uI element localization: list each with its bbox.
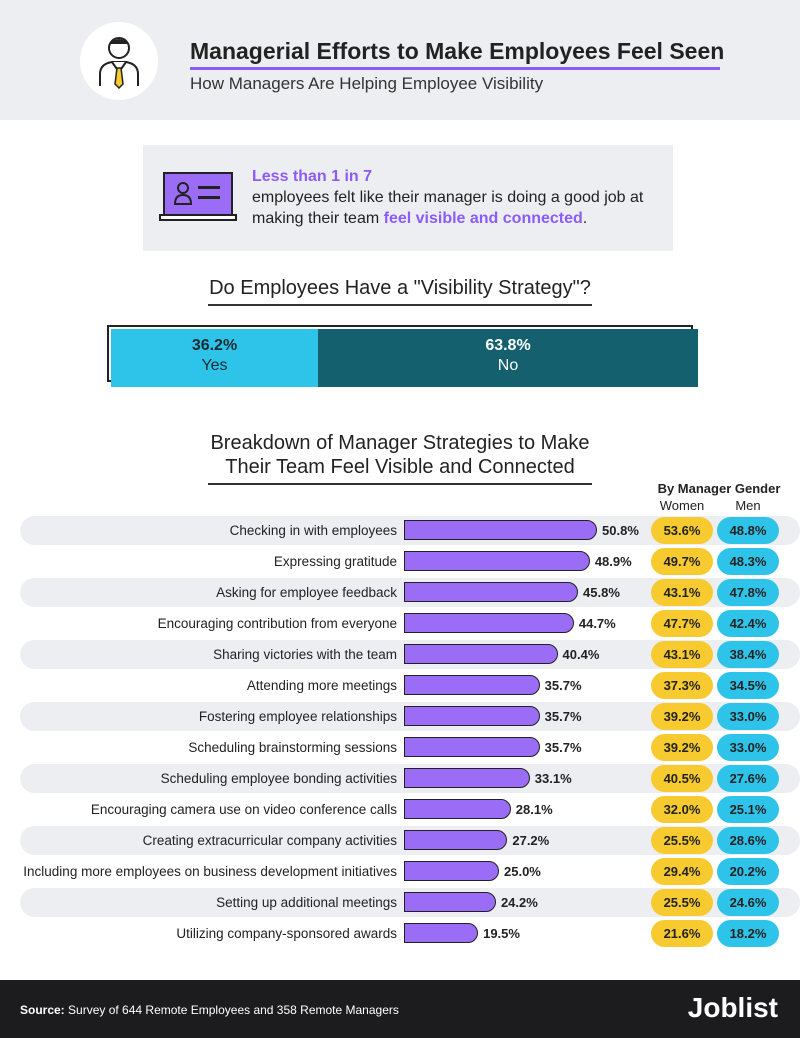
- bar-value-label: 24.2%: [500, 895, 538, 910]
- women-value-pill: 32.0%: [651, 796, 713, 823]
- category-label: Encouraging contribution from everyone: [157, 616, 397, 631]
- category-label: Encouraging camera use on video conference calls: [90, 802, 397, 817]
- category-label: Sharing victories with the team: [213, 647, 397, 662]
- breakdown-title-underline: [208, 483, 592, 485]
- visibility-yes-segment: [111, 329, 318, 387]
- bar: [404, 582, 578, 602]
- breakdown-title-line1: Breakdown of Manager Strategies to Make: [210, 432, 590, 454]
- breakdown-title-line2: Their Team Feel Visible and Connected: [225, 456, 575, 478]
- manager-avatar-icon: [80, 22, 158, 100]
- women-value-pill: 40.5%: [651, 765, 713, 792]
- category-label: Setting up additional meetings: [216, 895, 397, 910]
- category-label: Creating extracurricular company activities: [142, 833, 397, 848]
- bar: [404, 613, 574, 633]
- bar-value-label: 28.1%: [515, 802, 553, 817]
- visibility-no-value: 63.8%: [485, 337, 531, 354]
- category-label: Scheduling brainstorming sessions: [188, 740, 397, 755]
- bar-value-label: 50.8%: [602, 523, 639, 538]
- category-label: Utilizing company-sponsored awards: [176, 926, 397, 941]
- women-value-pill: 29.4%: [651, 858, 713, 885]
- category-label: Including more employees on business development initiatives: [23, 864, 397, 879]
- source-note: [20, 1003, 399, 1017]
- men-value-pill: 24.6%: [717, 889, 779, 916]
- men-value-pill: 33.0%: [717, 734, 779, 761]
- men-value-pill: 25.1%: [717, 796, 779, 823]
- men-value-pill: 28.6%: [717, 827, 779, 854]
- page-subtitle: How Managers Are Helping Employee Visibility: [190, 74, 544, 93]
- women-value-pill: 43.1%: [651, 579, 713, 606]
- women-value-pill: 39.2%: [651, 734, 713, 761]
- men-value-pill: 27.6%: [717, 765, 779, 792]
- visibility-no-label: No: [497, 357, 519, 374]
- men-column-label: Men: [735, 498, 761, 513]
- bar-value-label: 44.7%: [578, 616, 616, 631]
- callout-text: [252, 166, 672, 229]
- women-value-pill: 37.3%: [651, 672, 713, 699]
- category-label: Attending more meetings: [246, 678, 397, 693]
- laptop-user-icon: [158, 170, 238, 226]
- bar: [404, 644, 558, 664]
- bar: [404, 675, 540, 695]
- page-title: Managerial Efforts to Make Employees Feel Seen: [190, 38, 725, 64]
- bar-value-label: 35.7%: [544, 709, 582, 724]
- bar-value-label: 25.0%: [504, 864, 541, 879]
- bar: [404, 768, 530, 788]
- women-column-label: Women: [659, 498, 705, 513]
- category-label: Expressing gratitude: [273, 554, 397, 569]
- men-value-pill: 38.4%: [717, 641, 779, 668]
- bar-value-label: 35.7%: [544, 678, 582, 693]
- source-text: Survey of 644 Remote Employees and 358 Remote Managers: [64, 1003, 399, 1017]
- men-value-pill: 47.8%: [717, 579, 779, 606]
- callout-highlight: feel visible and connected: [383, 210, 583, 227]
- women-value-pill: 25.5%: [651, 827, 713, 854]
- bar: [404, 706, 540, 726]
- women-value-pill: 53.6%: [651, 517, 713, 544]
- women-value-pill: 43.1%: [651, 641, 713, 668]
- bar: [404, 892, 496, 912]
- brand-logo: Joblist: [687, 992, 778, 1023]
- men-value-pill: 48.3%: [717, 548, 779, 575]
- category-label: Checking in with employees: [229, 523, 397, 538]
- men-value-pill: 20.2%: [717, 858, 779, 885]
- header-icon-circle: [80, 22, 158, 100]
- bar: [404, 520, 597, 540]
- visibility-yes-label: Yes: [201, 357, 228, 374]
- visibility-no-segment: [318, 329, 698, 387]
- bar-value-label: 19.5%: [483, 926, 520, 941]
- women-value-pill: 21.6%: [651, 920, 713, 947]
- bar-value-label: 33.1%: [534, 771, 572, 786]
- men-value-pill: 18.2%: [717, 920, 779, 947]
- callout-end: .: [582, 210, 588, 227]
- bar: [404, 861, 499, 881]
- bar: [404, 737, 540, 757]
- category-label: Asking for employee feedback: [216, 585, 397, 600]
- women-value-pill: 25.5%: [651, 889, 713, 916]
- bar: [404, 799, 511, 819]
- bar-value-label: 45.8%: [583, 585, 620, 600]
- women-value-pill: 47.7%: [651, 610, 713, 637]
- men-value-pill: 48.8%: [717, 517, 779, 544]
- visibility-yes-value: 36.2%: [191, 337, 238, 354]
- callout-headline: Less than 1 in 7: [252, 168, 373, 185]
- bar: [404, 923, 478, 943]
- category-label: Fostering employee relationships: [198, 709, 397, 724]
- source-label: Source:: [20, 1003, 65, 1017]
- callout-body: employees felt like their manager is doing a good job at making their team: [252, 189, 644, 227]
- women-value-pill: 39.2%: [651, 703, 713, 730]
- bar-value-label: 35.7%: [544, 740, 582, 755]
- bar: [404, 830, 507, 850]
- title-underline: [190, 67, 720, 70]
- men-value-pill: 34.5%: [717, 672, 779, 699]
- bar-value-label: 27.2%: [512, 833, 550, 848]
- bar: [404, 551, 590, 571]
- men-value-pill: 42.4%: [717, 610, 779, 637]
- women-value-pill: 49.7%: [651, 548, 713, 575]
- gender-header: By Manager Gender: [657, 481, 781, 496]
- bar-value-label: 48.9%: [594, 554, 632, 569]
- visibility-title-underline: [208, 304, 592, 306]
- visibility-title: Do Employees Have a "Visibility Strategy"?: [209, 277, 591, 299]
- category-label: Scheduling employee bonding activities: [160, 771, 397, 786]
- bar-value-label: 40.4%: [562, 647, 600, 662]
- men-value-pill: 33.0%: [717, 703, 779, 730]
